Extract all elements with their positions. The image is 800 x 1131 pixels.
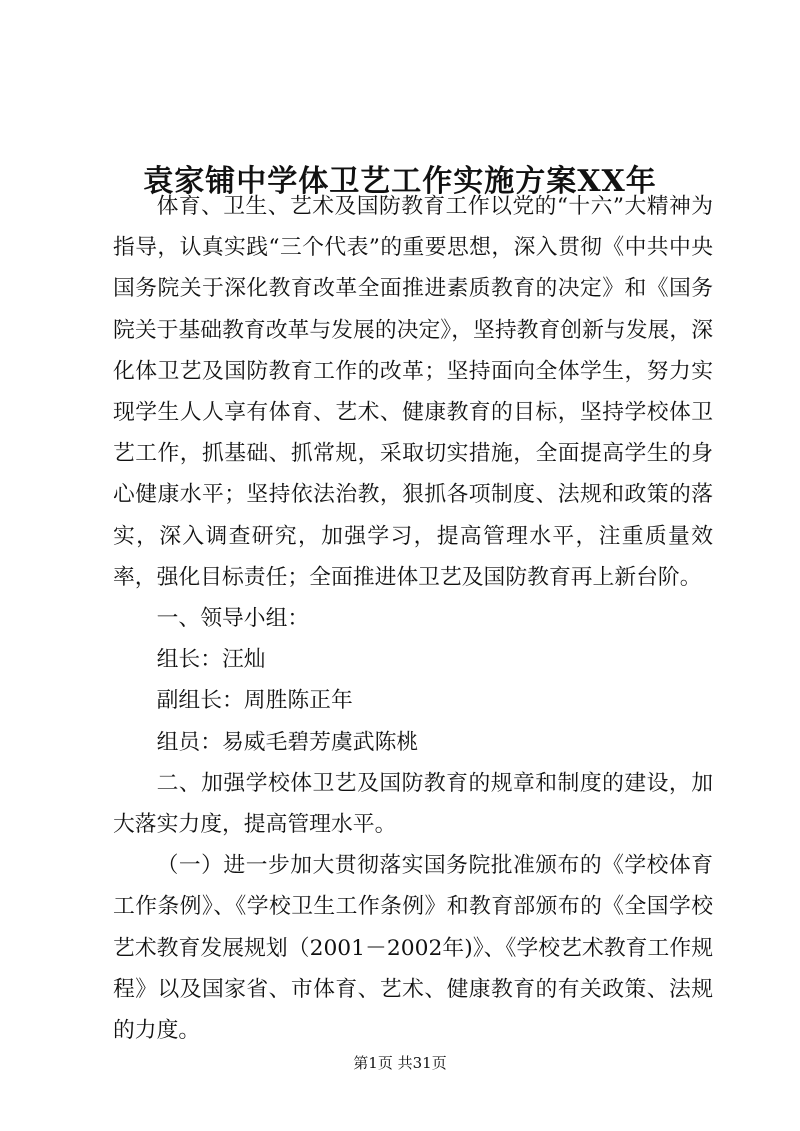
page-footer: 第1页 共31页 xyxy=(353,1054,447,1072)
paragraph-subsection-1: （一）进一步加大贯彻落实国务院批准颁布的《学校体育工作条例》、《学校卫生工作条例》和教育部颁布的《全国学校艺术教育发展规划（2001－2002年)》、《学校艺术教育工作规程》以及国家省、市体育、艺术、健康教育的有关政策、法规的力度。 xyxy=(113,853,713,1044)
deputy-leader-line: 副组长：周胜陈正年 xyxy=(156,688,353,714)
paragraph-intro: 体育、卫生、艺术及国防教育工作以党的“十六”大精神为指导，认真实践“三个代表”的重要思想，深入贯彻《中共中央国务院关于深化教育改革全面推进素质教育的决定》和《国务院关于基础教育改革与发展的决定》，坚持教育创新与发展，深化体卫艺及国防教育工作的改革；坚持面向全体学生，努力实现学生人人享有体育、艺术、健康教育的目标，坚持学校体卫艺工作，抓基础、抓常规，采取切实措施，全面提高学生的身心健康水平；坚持依法治教，狠抓各项制度、法规和政策的落实，深入调查研究，加强学习，提高管理水平，注重质量效率，强化目标责任；全面推进体卫艺及国防教育再上新台阶。 xyxy=(113,194,713,590)
page-title: 袁家铺中学体卫艺工作实施方案XX年 xyxy=(143,164,657,200)
section-heading-regulations: 二、加强学校体卫艺及国防教育的规章和制度的建设，加大落实力度，提高管理水平。 xyxy=(113,770,713,838)
members-line: 组员：易威毛碧芳虞武陈桃 xyxy=(156,729,419,755)
section-heading-leadership: 一、领导小组： xyxy=(156,606,310,632)
document-body xyxy=(113,186,713,1051)
leader-line: 组长：汪灿 xyxy=(156,647,266,673)
